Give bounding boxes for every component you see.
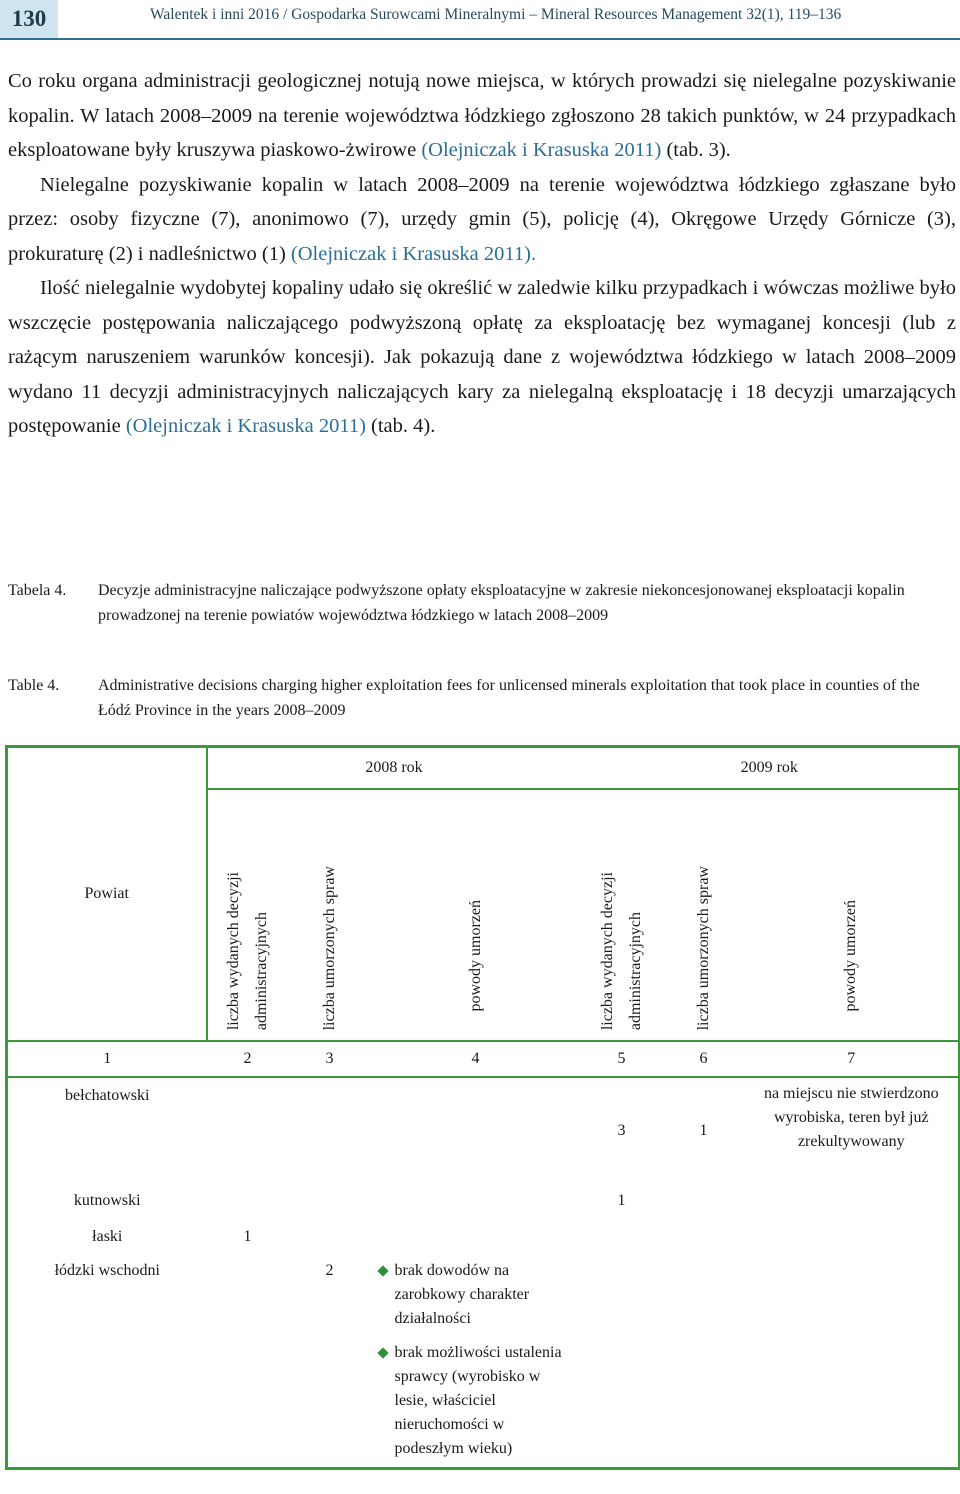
cell xyxy=(207,1255,289,1469)
cell: 1 xyxy=(617,1192,626,1209)
page-header xyxy=(0,0,960,40)
caption-label: Table 4. xyxy=(8,677,60,694)
paragraph-3: Ilość nielegalnie wydobytej kopaliny udało się określić w zaledwie kilku przypadkach i wówczas możliwe było wszczęcie postępowania naliczającego podwyższoną opłatę za eksploatację bez wymaganej koncesji (lub z rażącym naruszeniem warunków koncesji). Jak pokazują dane z województwa łódzkiego w latach 2008–2009 wydano 11 decyzji administracyjnych naliczających kary za nielegalną eksploatację i 18 decyzji umarzających postępowanie (Olejniczak i Krasuska 2011) (tab. 4). xyxy=(8,277,956,437)
cell xyxy=(371,1077,581,1183)
table-row xyxy=(7,1255,960,1469)
table-row xyxy=(7,1219,960,1255)
page-number: 130 xyxy=(0,0,58,38)
cell xyxy=(745,1219,960,1255)
bullet-item: brak możliwości ustalenia sprawcy (wyrobisko w lesie, właściciel nieruchomości w podeszłym wieku) xyxy=(377,1341,567,1461)
table-row xyxy=(7,1183,960,1219)
cell xyxy=(663,1255,745,1469)
column-number: 2 xyxy=(207,1041,289,1077)
cell xyxy=(371,1183,581,1219)
column-number: 3 xyxy=(289,1041,371,1077)
cell xyxy=(207,1183,289,1219)
table-row xyxy=(7,1077,960,1183)
cell xyxy=(663,1183,745,1219)
header-powiat: Powiat xyxy=(7,747,207,1042)
cell xyxy=(663,1219,745,1255)
caption-text: Decyzje administracyjne naliczające podwyższone opłaty eksploatacyjne w zakresie niekoncesjonowanej eksploatacji kopalin prowadzonej na terenie powiatów województwa łódzkiego w latach 2008–2009 xyxy=(98,582,905,624)
paragraph-1: Co roku organa administracji geologicznej notują nowe miejsca, w których prowadzi się nielegalne pozyskiwanie kopalin. W latach 2008–2009 na terenie województwa łódzkiego zgłoszono 28 takich punktów, w 24 przypadkach eksploatowane były kruszywa piaskowo-żwirowe (Olejniczak i Krasuska 2011) (tab. 3). xyxy=(8,70,956,161)
cell: 1 xyxy=(699,1121,708,1139)
body-text xyxy=(8,64,956,444)
cell xyxy=(207,1077,289,1183)
running-head: Walentek i inni 2016 / Gospodarka Surowcami Mineralnymi – Mineral Resources Management 32(1), 119–136 xyxy=(150,6,842,23)
data-table-wrapper xyxy=(5,745,958,1470)
citation-link[interactable]: (Olejniczak i Krasuska 2011) xyxy=(421,139,662,161)
cell-powiat: łódzki wschodni xyxy=(54,1262,160,1279)
diamond-bullet-icon xyxy=(377,1265,388,1276)
cell xyxy=(289,1219,371,1255)
header-reasons-2008: powody umorzeń xyxy=(466,900,484,1012)
table-caption-pl xyxy=(8,578,956,653)
paragraph-2: Nielegalne pozyskiwanie kopalin w latach 2008–2009 na terenie województwa łódzkiego zgłaszane było przez: osoby fizyczne (7), anonimowo (7), urzędy gmin (5), policję (4), Okręgowe Urzędy Górnicze (3), prokuraturę (2) i nadleśnictwo (1) (Olejniczak i Krasuska 2011). xyxy=(8,173,956,265)
header-discontinued-2009: liczba umorzonych spraw xyxy=(694,865,712,1030)
cell-powiat: łaski xyxy=(92,1228,123,1245)
header-decisions-2008: liczba wydanych decyzji administracyjnych xyxy=(225,871,270,1030)
citation-link[interactable]: (Olejniczak i Krasuska 2011) xyxy=(125,415,366,437)
column-number: 5 xyxy=(581,1041,663,1077)
caption-text: Administrative decisions charging higher exploitation fees for unlicensed minerals exploitation that took place in counties of the Łódź Province in the years 2008–2009 xyxy=(98,677,920,719)
cell xyxy=(289,1183,371,1219)
column-number: 6 xyxy=(663,1041,745,1077)
citation-link[interactable]: (Olejniczak i Krasuska 2011). xyxy=(290,242,537,265)
data-table xyxy=(5,745,960,1470)
column-number: 7 xyxy=(745,1041,960,1077)
cell: 2 xyxy=(325,1262,334,1279)
table-caption-en xyxy=(8,673,956,723)
cell-reason: na miejscu nie stwierdzono wyrobiska, teren był już zrekultywowany xyxy=(763,1085,939,1150)
cell xyxy=(745,1183,960,1219)
cell xyxy=(371,1219,581,1255)
cell-powiat: kutnowski xyxy=(73,1192,141,1209)
diamond-bullet-icon xyxy=(377,1347,388,1358)
header-year-2008: 2008 rok xyxy=(207,747,581,790)
cell-reasons-list xyxy=(371,1255,581,1469)
header-reasons-2009: powody umorzeń xyxy=(842,900,860,1012)
header-year-2009: 2009 rok xyxy=(581,747,960,790)
column-number-row xyxy=(7,1041,960,1077)
caption-label: Tabela 4. xyxy=(8,582,67,599)
cell: 1 xyxy=(243,1228,252,1245)
header-rule xyxy=(0,38,960,40)
cell: 3 xyxy=(617,1121,626,1139)
column-number: 1 xyxy=(7,1041,207,1077)
cell-powiat: bełchatowski xyxy=(65,1087,150,1104)
cell xyxy=(289,1077,371,1183)
column-number: 4 xyxy=(371,1041,581,1077)
cell xyxy=(581,1255,663,1469)
header-discontinued-2008: liczba umorzonych spraw xyxy=(320,865,338,1030)
cell xyxy=(581,1219,663,1255)
cell xyxy=(745,1255,960,1469)
header-decisions-2009: liczba wydanych decyzji administracyjnych xyxy=(598,871,644,1030)
bullet-item: brak dowodów na zarobkowy charakter działalności xyxy=(377,1259,567,1331)
